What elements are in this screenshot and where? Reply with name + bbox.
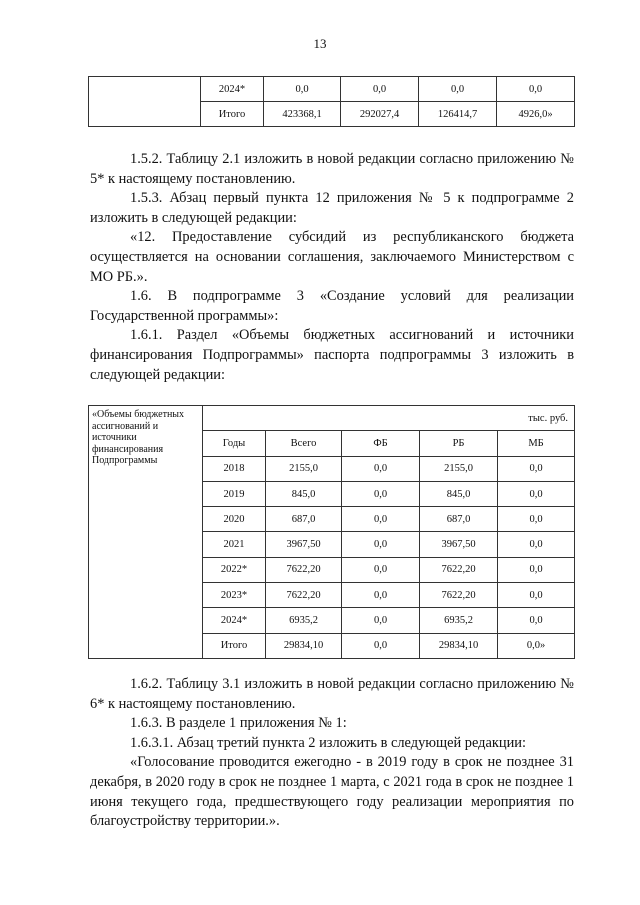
budget-allocation-table <box>88 405 575 659</box>
table-cell: 6935,2 <box>420 608 498 633</box>
table-cell: 0,0 <box>341 77 419 102</box>
table-cell: 2022* <box>203 557 266 582</box>
text-block-2 <box>90 675 574 832</box>
table-cell: 2018 <box>203 456 266 481</box>
table-cell: 845,0 <box>420 481 498 506</box>
table-cell: 0,0 <box>342 633 420 658</box>
table-cell: 7622,20 <box>420 583 498 608</box>
budget-table-continuation <box>88 76 575 127</box>
table-cell: 0,0 <box>497 77 575 102</box>
paragraph: 1.6.2. Таблицу 3.1 изложить в новой редакции согласно приложению № 6* к настоящему постановлению. <box>90 676 574 712</box>
table-cell: 0,0 <box>498 507 575 532</box>
table-cell: 2023* <box>203 583 266 608</box>
table-cell: 7622,20 <box>420 557 498 582</box>
table-cell: 2155,0 <box>420 456 498 481</box>
paragraph: 1.6. В подпрограмме 3 «Создание условий для реализации Государственной программы»: <box>90 288 574 324</box>
table-cell: 0,0 <box>498 456 575 481</box>
paragraph: 1.5.2. Таблицу 2.1 изложить в новой редакции согласно приложению № 5* к настоящему постановлению. <box>90 151 574 187</box>
text-block-1 <box>90 150 574 385</box>
table-cell: 2021 <box>203 532 266 557</box>
page-number: 13 <box>313 36 327 51</box>
table-cell: 0,0 <box>264 77 341 102</box>
table-cell: Итого <box>201 102 264 127</box>
column-header: Всего <box>266 431 342 456</box>
table-cell: 0,0 <box>342 481 420 506</box>
empty-label-cell <box>89 77 201 127</box>
table-cell: 0,0 <box>342 583 420 608</box>
paragraph: 1.6.1. Раздел «Объемы бюджетных ассигнований и источники финансирования Подпрограммы» паспорта подпрограммы 3 изложить в следующей редакции: <box>90 327 574 383</box>
table-cell: 3967,50 <box>420 532 498 557</box>
row-label: «Объемы бюджетных ассигнований и источники финансирования Подпрограммы <box>89 406 203 659</box>
table-cell: 0,0 <box>498 608 575 633</box>
table-cell: 0,0 <box>419 77 497 102</box>
table-cell: 29834,10 <box>266 633 342 658</box>
table-cell: 2019 <box>203 481 266 506</box>
table-cell: 687,0 <box>420 507 498 532</box>
table-cell: 0,0 <box>342 608 420 633</box>
table-cell: 0,0» <box>498 633 575 658</box>
table-cell: 0,0 <box>342 507 420 532</box>
table-cell: 2155,0 <box>266 456 342 481</box>
table-cell: 0,0 <box>342 456 420 481</box>
table-cell: 4926,0» <box>497 102 575 127</box>
table-cell: 2024* <box>203 608 266 633</box>
units-label: тыс. руб. <box>203 406 575 431</box>
table-cell: 845,0 <box>266 481 342 506</box>
table-row <box>89 77 575 102</box>
table-cell: 0,0 <box>498 583 575 608</box>
table-cell: 7622,20 <box>266 557 342 582</box>
table-cell: 423368,1 <box>264 102 341 127</box>
paragraph: 1.6.3. В разделе 1 приложения № 1: <box>130 715 347 732</box>
column-header: ФБ <box>342 431 420 456</box>
table-cell: 0,0 <box>498 557 575 582</box>
table-cell: Итого <box>203 633 266 658</box>
column-header: Годы <box>203 431 266 456</box>
table-cell: 3967,50 <box>266 532 342 557</box>
table-cell: 292027,4 <box>341 102 419 127</box>
table-cell: 687,0 <box>266 507 342 532</box>
table-cell: 7622,20 <box>266 583 342 608</box>
table-cell: 0,0 <box>498 532 575 557</box>
table-cell: 6935,2 <box>266 608 342 633</box>
paragraph: «Голосование проводится ежегодно - в 2019 году в срок не позднее 31 декабря, в 2020 году в срок не позднее 1 марта, с 2021 года в срок не позднее 1 июня текущего года, предшествующего году реализации мероприятия по благоустройству территории.». <box>90 754 574 830</box>
table-cell: 29834,10 <box>420 633 498 658</box>
units-row <box>89 406 575 431</box>
paragraph: «12. Предоставление субсидий из республиканского бюджета осуществляется на основании соглашения, заключаемого Министерством с МО РБ.». <box>90 229 574 285</box>
paragraph: 1.6.3.1. Абзац третий пункта 2 изложить в следующей редакции: <box>130 734 526 751</box>
table-cell: 2020 <box>203 507 266 532</box>
table-cell: 126414,7 <box>419 102 497 127</box>
column-header: МБ <box>498 431 575 456</box>
table-cell: 2024* <box>201 77 264 102</box>
table-cell: 0,0 <box>342 532 420 557</box>
paragraph: 1.5.3. Абзац первый пункта 12 приложения № 5 к подпрограмме 2 изложить в следующей редакции: <box>90 190 574 226</box>
table-cell: 0,0 <box>498 481 575 506</box>
table-cell: 0,0 <box>342 557 420 582</box>
column-header: РБ <box>420 431 498 456</box>
